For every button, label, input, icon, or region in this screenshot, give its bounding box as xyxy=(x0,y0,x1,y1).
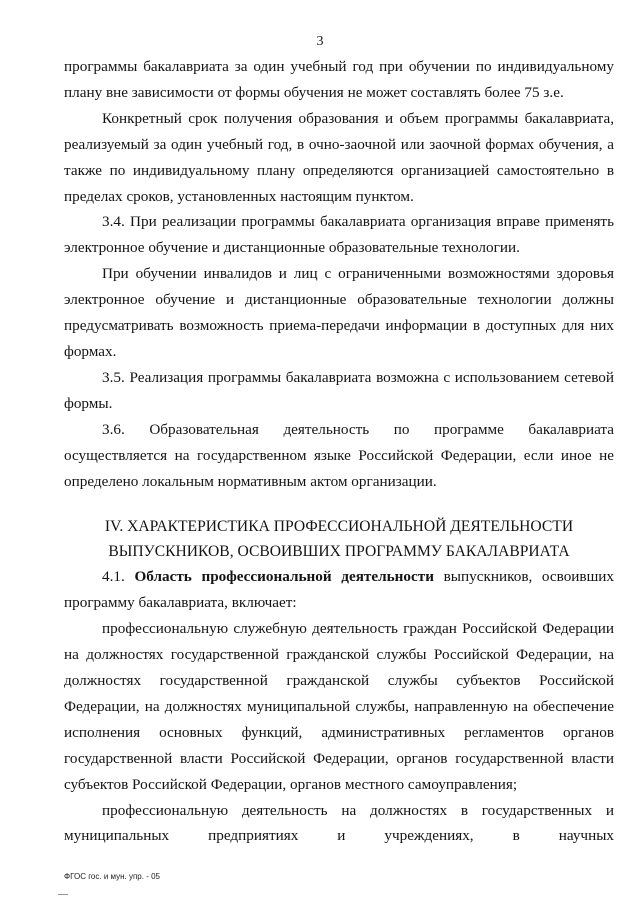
document-body xyxy=(64,54,614,849)
paragraph-enterprises: профессиональную деятельность на должностях в государственных и муниципальных предприятиях и учреждениях, в научных xyxy=(64,801,614,845)
paragraph-3-5: 3.5. Реализация программы бакалавриата возможна с использованием сетевой формы. xyxy=(64,368,614,412)
section-heading-iv: IV. ХАРАКТЕРИСТИКА ПРОФЕССИОНАЛЬНОЙ ДЕЯТЕЛЬНОСТИ ВЫПУСКНИКОВ, ОСВОИВШИХ ПРОГРАММУ БАКАЛАВРИАТА xyxy=(104,518,574,561)
paragraph-civil-service: профессиональную служебную деятельность граждан Российской Федерации на должностях государственной гражданской службы Российской Федерации, на должностях государственной гражданской службы субъектов Российской Федерации, на должностях муниципальной службы, направленную на обеспечение исполнения основных функций, административных регламентов органов государственной власти Российской Федерации, органов государственной власти субъектов Российской Федерации, органов местного самоуправления; xyxy=(64,620,614,793)
paragraph-continuation: программы бакалавриата за один учебный год при обучении по индивидуальному плану вне зависимости от формы обучения не может составлять более 75 з.е. xyxy=(64,58,614,101)
paragraph-disabled-students: При обучении инвалидов и лиц с ограниченными возможностями здоровья электронное обучение и дистанционные образовательные технологии должны предусматривать возможность приема-передачи информации в доступных для них формах. xyxy=(64,265,614,360)
paragraph-4-1-number: 4.1. xyxy=(102,568,125,586)
page-footer: ФГОС гос. и мун. упр. - 05 xyxy=(64,872,160,881)
page-number: 3 xyxy=(316,34,324,49)
paragraph-4-1-bold-term: Область профессиональной деятельности xyxy=(134,568,434,586)
paragraph-3-6: 3.6. Образовательная деятельность по программе бакалавриата осуществляется на государственном языке Российской Федерации, если иное не определено локальным нормативным актом организации. xyxy=(64,420,614,490)
scan-artifact xyxy=(58,894,68,895)
paragraph-3-4: 3.4. При реализации программы бакалавриата организация вправе применять электронное обучение и дистанционные образовательные технологии. xyxy=(64,213,614,257)
paragraph-4-1-text: выпускников, освоивших программу бакалавриата, включает: xyxy=(64,568,615,612)
paragraph-4-1 xyxy=(64,564,614,616)
paragraph-term-duration: Конкретный срок получения образования и объем программы бакалавриата, реализуемый за один учебный год, в очно-заочной или заочной формах обучения, а также по индивидуальному плану определяются организацией самостоятельно в пределах сроков, установленных настоящим пунктом. xyxy=(64,109,614,205)
